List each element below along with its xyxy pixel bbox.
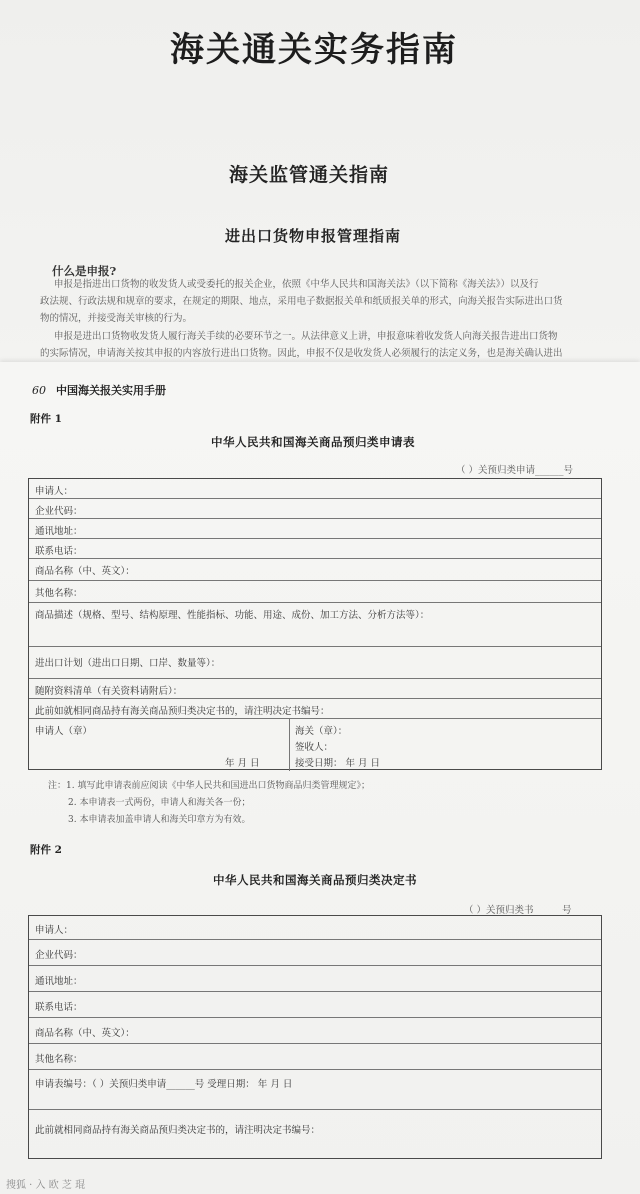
paragraph-line: 申报是指进出口货物的收发货人或受委托的报关企业，依照《中华人民共和国海关法》（以下简称《海关法》）以及行 [54,279,539,290]
applicant-seal-label: 申请人（章） [35,726,93,737]
customs-seal-label: 海关（章）： [295,726,348,737]
attachment-2-label: 附件 2 [30,844,62,856]
note-line: 3. 本申请表加盖申请人和海关印章方为有效。 [68,815,251,825]
attachment-1-label: 附件 1 [30,413,62,425]
form-row [29,966,601,992]
form-row-label: 商品名称（中、英文）： [35,566,135,577]
form-row-label: 其他名称： [35,1054,83,1065]
form-row-label: 随附资料清单（有关资料请附后）： [35,686,183,697]
form-row [29,992,601,1018]
form-row-label: 通讯地址： [35,526,83,537]
form-row-label: 申请人： [35,925,74,936]
form-row-label: 通讯地址： [35,976,83,987]
form-row-label: 申请表编号：（ ）关预归类申请______号 受理日期： 年 月 日 [35,1079,293,1090]
form-row-label: 商品描述（规格、型号、结构原理、性能指标、功能、用途、成份、加工方法、分析方法等）： [35,610,430,621]
subsection-title: 进出口货物申报管理指南 [225,227,402,245]
form-row [29,519,601,539]
acceptance-date: 接受日期： 年 月 日 [295,758,381,769]
signature-divider [289,719,290,771]
receiver-label: 签收人： [295,742,334,753]
application-form-table [28,478,602,770]
form-row [29,940,601,966]
form-row-label: 此前如就相同商品持有海关商品预归类决定书的，请注明决定书编号： [35,706,330,717]
attachment-2-doc-number: （ ）关预归类书______号 [464,905,572,916]
note-line: 注：1. 填写此申请表前应阅读《中华人民共和国进出口货物商品归类管理规定》； [48,781,370,791]
form-row-label: 此前就相同商品持有海关商品预归类决定书的，请注明决定书编号： [35,1125,321,1136]
paragraph-1 [40,276,620,327]
form-row [29,1070,601,1110]
signature-row [29,719,601,771]
form-row [29,499,601,519]
form-row [29,1044,601,1070]
paragraph-2 [40,328,620,362]
decision-form-table [28,915,602,1159]
form-row [29,539,601,559]
form-row-label: 进出口计划（进出口日期、口岸、数量等）： [35,658,221,669]
form-row [29,479,601,499]
page-header [32,382,166,398]
watermark: 搜狐 · 入 欧 芝 琨 [6,1180,86,1191]
form-row-label: 联系电话： [35,546,83,557]
form-row [29,559,601,581]
form-row-label: 商品名称（中、英文）： [35,1028,135,1039]
question-title: 什么是申报? [52,264,117,278]
paragraph-line: 的实际情况，申请海关按其申报的内容放行进出口货物。因此，申报不仅是收发货人必须履行的法定义务，也是海关确认进出 [40,348,563,359]
main-title: 海关通关实务指南 [170,30,458,70]
attachment-1-title: 中华人民共和国海关商品预归类申请表 [211,435,415,449]
attachment-2-title: 中华人民共和国海关商品预归类决定书 [213,873,417,887]
form-row-label: 其他名称： [35,588,83,599]
page-number: 60 [32,384,46,397]
form-row-label: 申请人： [35,486,74,497]
form-row [29,603,601,647]
form-row [29,916,601,940]
section-title: 海关监管通关指南 [229,164,390,186]
paragraph-line: 物的情况，并接受海关审核的行为。 [40,313,193,324]
book-title: 中国海关报关实用手册 [56,384,166,397]
form-row [29,679,601,699]
form-row [29,647,601,679]
form-row-label: 联系电话： [35,1002,83,1013]
form-row [29,699,601,719]
attachment-1-doc-number: （ ）关预归类申请______号 [456,465,574,476]
form-notes [48,778,370,829]
form-row [29,1110,601,1160]
form-row-label: 企业代码： [35,506,83,517]
form-row [29,1018,601,1044]
form-row-label: 企业代码： [35,950,83,961]
form-row [29,581,601,603]
paragraph-line: 政法规、行政法规和规章的要求，在规定的期限、地点，采用电子数据报关单和纸质报关单的形式，向海关报告实际进出口货 [40,296,563,307]
paragraph-line: 申报是进出口货物收发货人履行海关手续的必要环节之一。从法律意义上讲，申报意味着收发货人向海关报告进出口货物 [54,331,558,342]
note-line: 2. 本申请表一式两份，申请人和海关各一份； [68,798,251,808]
applicant-sign-date: 年 月 日 [225,758,260,769]
